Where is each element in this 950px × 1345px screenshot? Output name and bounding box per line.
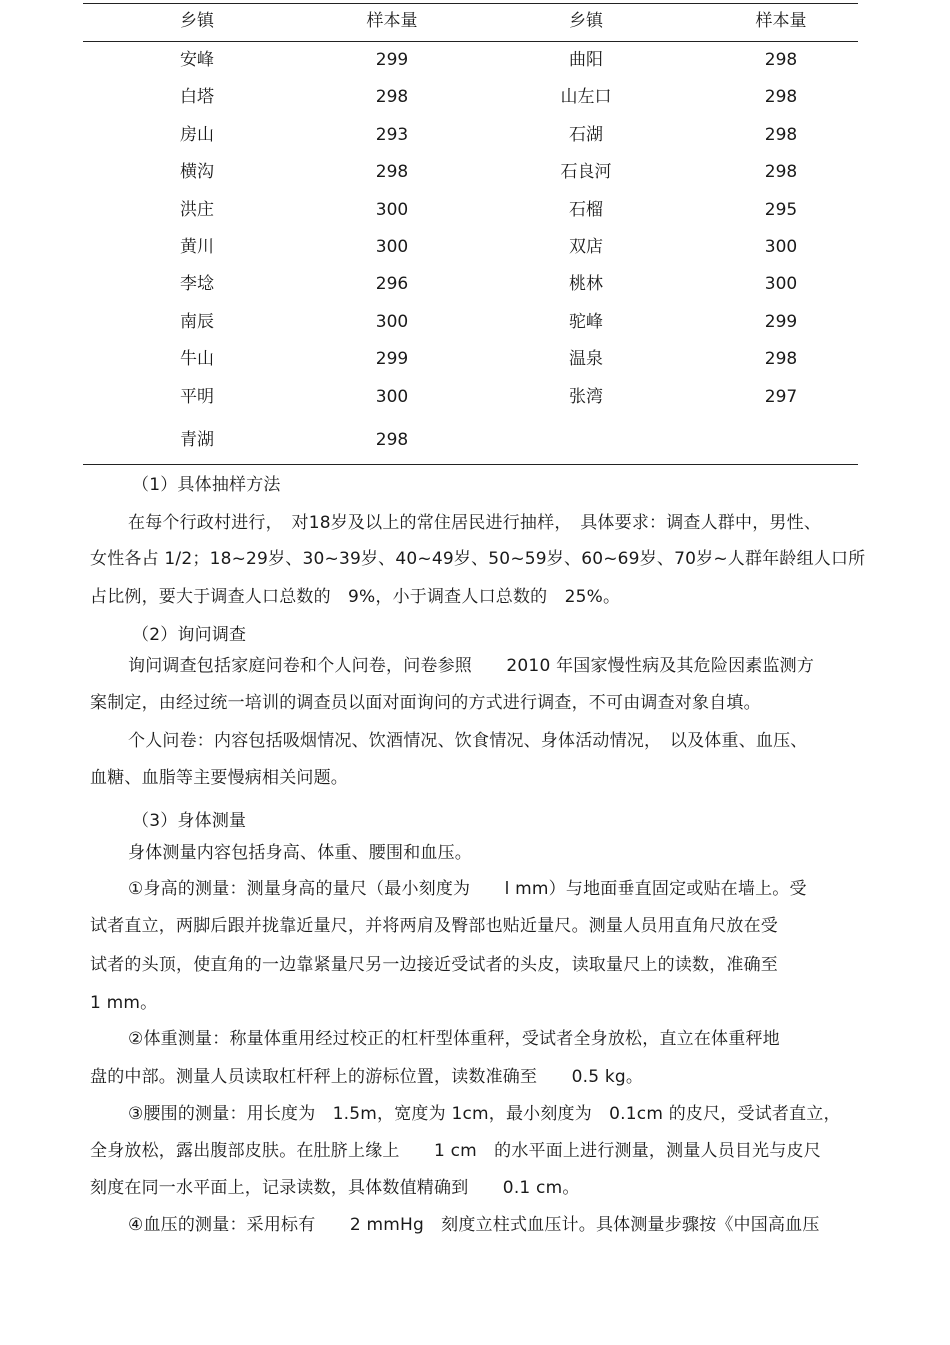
table-header-town-1: 乡镇 bbox=[180, 11, 214, 31]
paragraph-line: 身体测量内容包括身高、体重、腰围和血压。 bbox=[128, 843, 472, 863]
table-cell: 黄川 bbox=[180, 237, 214, 257]
table-cell: 299 bbox=[375, 50, 409, 70]
paragraph-line: 询问调查包括家庭问卷和个人问卷，问卷参照 2010 年国家慢性病及其危险因素监测方 bbox=[128, 656, 815, 676]
table-top-rule bbox=[83, 3, 858, 4]
paragraph-line: 血糖、血脂等主要慢病相关问题。 bbox=[90, 768, 348, 788]
table-cell: 298 bbox=[764, 87, 798, 107]
paragraph-line: ④血压的测量：采用标有 2 mmHg 刻度立柱式血压计。具体测量步骤按《中国高血压 bbox=[128, 1215, 820, 1235]
table-header-rule bbox=[83, 41, 858, 42]
table-cell: 白塔 bbox=[180, 87, 214, 107]
table-cell: 296 bbox=[375, 274, 409, 294]
table-cell: 洪庄 bbox=[180, 200, 214, 220]
table-cell: 300 bbox=[375, 312, 409, 332]
paragraph-line: 盘的中部。测量人员读取杠杆秤上的游标位置，读数准确至 0.5 kg。 bbox=[90, 1067, 644, 1087]
table-cell: 298 bbox=[375, 87, 409, 107]
table-cell: 300 bbox=[375, 237, 409, 257]
paragraph-line: 试者的头顶，使直角的一边靠紧量尺另一边接近受试者的头皮，读取量尺上的读数，准确至 bbox=[90, 955, 778, 975]
paragraph-line: ②体重测量：称量体重用经过校正的杠杆型体重秤，受试者全身放松，直立在体重秤地 bbox=[128, 1029, 780, 1049]
section-heading-sampling: （1）具体抽样方法 bbox=[132, 475, 281, 495]
section-heading-inquiry: （2）询问调查 bbox=[132, 625, 247, 645]
table-cell: 299 bbox=[764, 312, 798, 332]
paragraph-line: 占比例，要大于调查人口总数的 9%，小于调查人口总数的 25%。 bbox=[90, 587, 621, 607]
table-header-sample-1: 样本量 bbox=[366, 11, 418, 31]
paragraph-line: 刻度在同一水平面上，记录读数，具体数值精确到 0.1 cm。 bbox=[90, 1178, 580, 1198]
table-cell: 南辰 bbox=[180, 312, 214, 332]
table-cell: 298 bbox=[764, 125, 798, 145]
table-cell: 李埝 bbox=[180, 274, 214, 294]
table-cell: 青湖 bbox=[180, 430, 214, 450]
table-cell: 张湾 bbox=[569, 387, 603, 407]
table-header-town-2: 乡镇 bbox=[569, 11, 603, 31]
table-cell: 297 bbox=[764, 387, 798, 407]
paragraph-line: 案制定，由经过统一培训的调查员以面对面询问的方式进行调查，不可由调查对象自填。 bbox=[90, 693, 761, 713]
paragraph-line: ①身高的测量：测量身高的量尺（最小刻度为 l mm）与地面垂直固定或贴在墙上。受 bbox=[128, 879, 807, 899]
table-cell: 牛山 bbox=[180, 349, 214, 369]
table-cell: 298 bbox=[764, 162, 798, 182]
table-cell: 山左口 bbox=[560, 87, 612, 107]
table-cell: 曲阳 bbox=[569, 50, 603, 70]
table-cell: 298 bbox=[764, 349, 798, 369]
table-cell: 房山 bbox=[180, 125, 214, 145]
table-cell: 石榴 bbox=[569, 200, 603, 220]
paragraph-line: ③腰围的测量：用长度为 1.5m，宽度为 1cm，最小刻度为 0.1cm 的皮尺，受试者直立， bbox=[128, 1104, 841, 1124]
table-header-sample-2: 样本量 bbox=[755, 11, 807, 31]
table-cell: 299 bbox=[375, 349, 409, 369]
table-bottom-rule bbox=[83, 464, 858, 465]
table-cell: 安峰 bbox=[180, 50, 214, 70]
table-cell: 295 bbox=[764, 200, 798, 220]
table-cell: 平明 bbox=[180, 387, 214, 407]
table-cell: 驼峰 bbox=[569, 312, 603, 332]
table-cell: 300 bbox=[375, 200, 409, 220]
paragraph-line: 在每个行政村进行， 对18岁及以上的常住居民进行抽样， 具体要求：调查人群中，男性、 bbox=[128, 513, 822, 533]
table-cell: 桃林 bbox=[569, 274, 603, 294]
paragraph-line: 个人问卷：内容包括吸烟情况、饮酒情况、饮食情况、身体活动情况， 以及体重、血压、 bbox=[128, 731, 808, 751]
table-cell: 298 bbox=[375, 162, 409, 182]
paragraph-line: 试者直立，两脚后跟并拢靠近量尺，并将两肩及臀部也贴近量尺。测量人员用直角尺放在受 bbox=[90, 916, 778, 936]
table-cell: 石湖 bbox=[569, 125, 603, 145]
table-cell: 298 bbox=[764, 50, 798, 70]
table-cell: 300 bbox=[764, 274, 798, 294]
table-cell: 横沟 bbox=[180, 162, 214, 182]
table-cell: 300 bbox=[764, 237, 798, 257]
table-cell: 293 bbox=[375, 125, 409, 145]
table-cell: 石良河 bbox=[560, 162, 612, 182]
section-heading-measurement: （3）身体测量 bbox=[132, 811, 247, 831]
table-cell: 温泉 bbox=[569, 349, 603, 369]
table-cell: 双店 bbox=[569, 237, 603, 257]
paragraph-line: 女性各占 1/2；18~29岁、30~39岁、40~49岁、50~59岁、60~69岁、70岁~人群年龄组人口所 bbox=[90, 549, 866, 569]
table-cell: 300 bbox=[375, 387, 409, 407]
paragraph-line: 1 mm。 bbox=[90, 993, 158, 1013]
paragraph-line: 全身放松，露出腹部皮肤。在肚脐上缘上 1 cm 的水平面上进行测量，测量人员目光与皮尺 bbox=[90, 1141, 821, 1161]
table-cell: 298 bbox=[375, 430, 409, 450]
